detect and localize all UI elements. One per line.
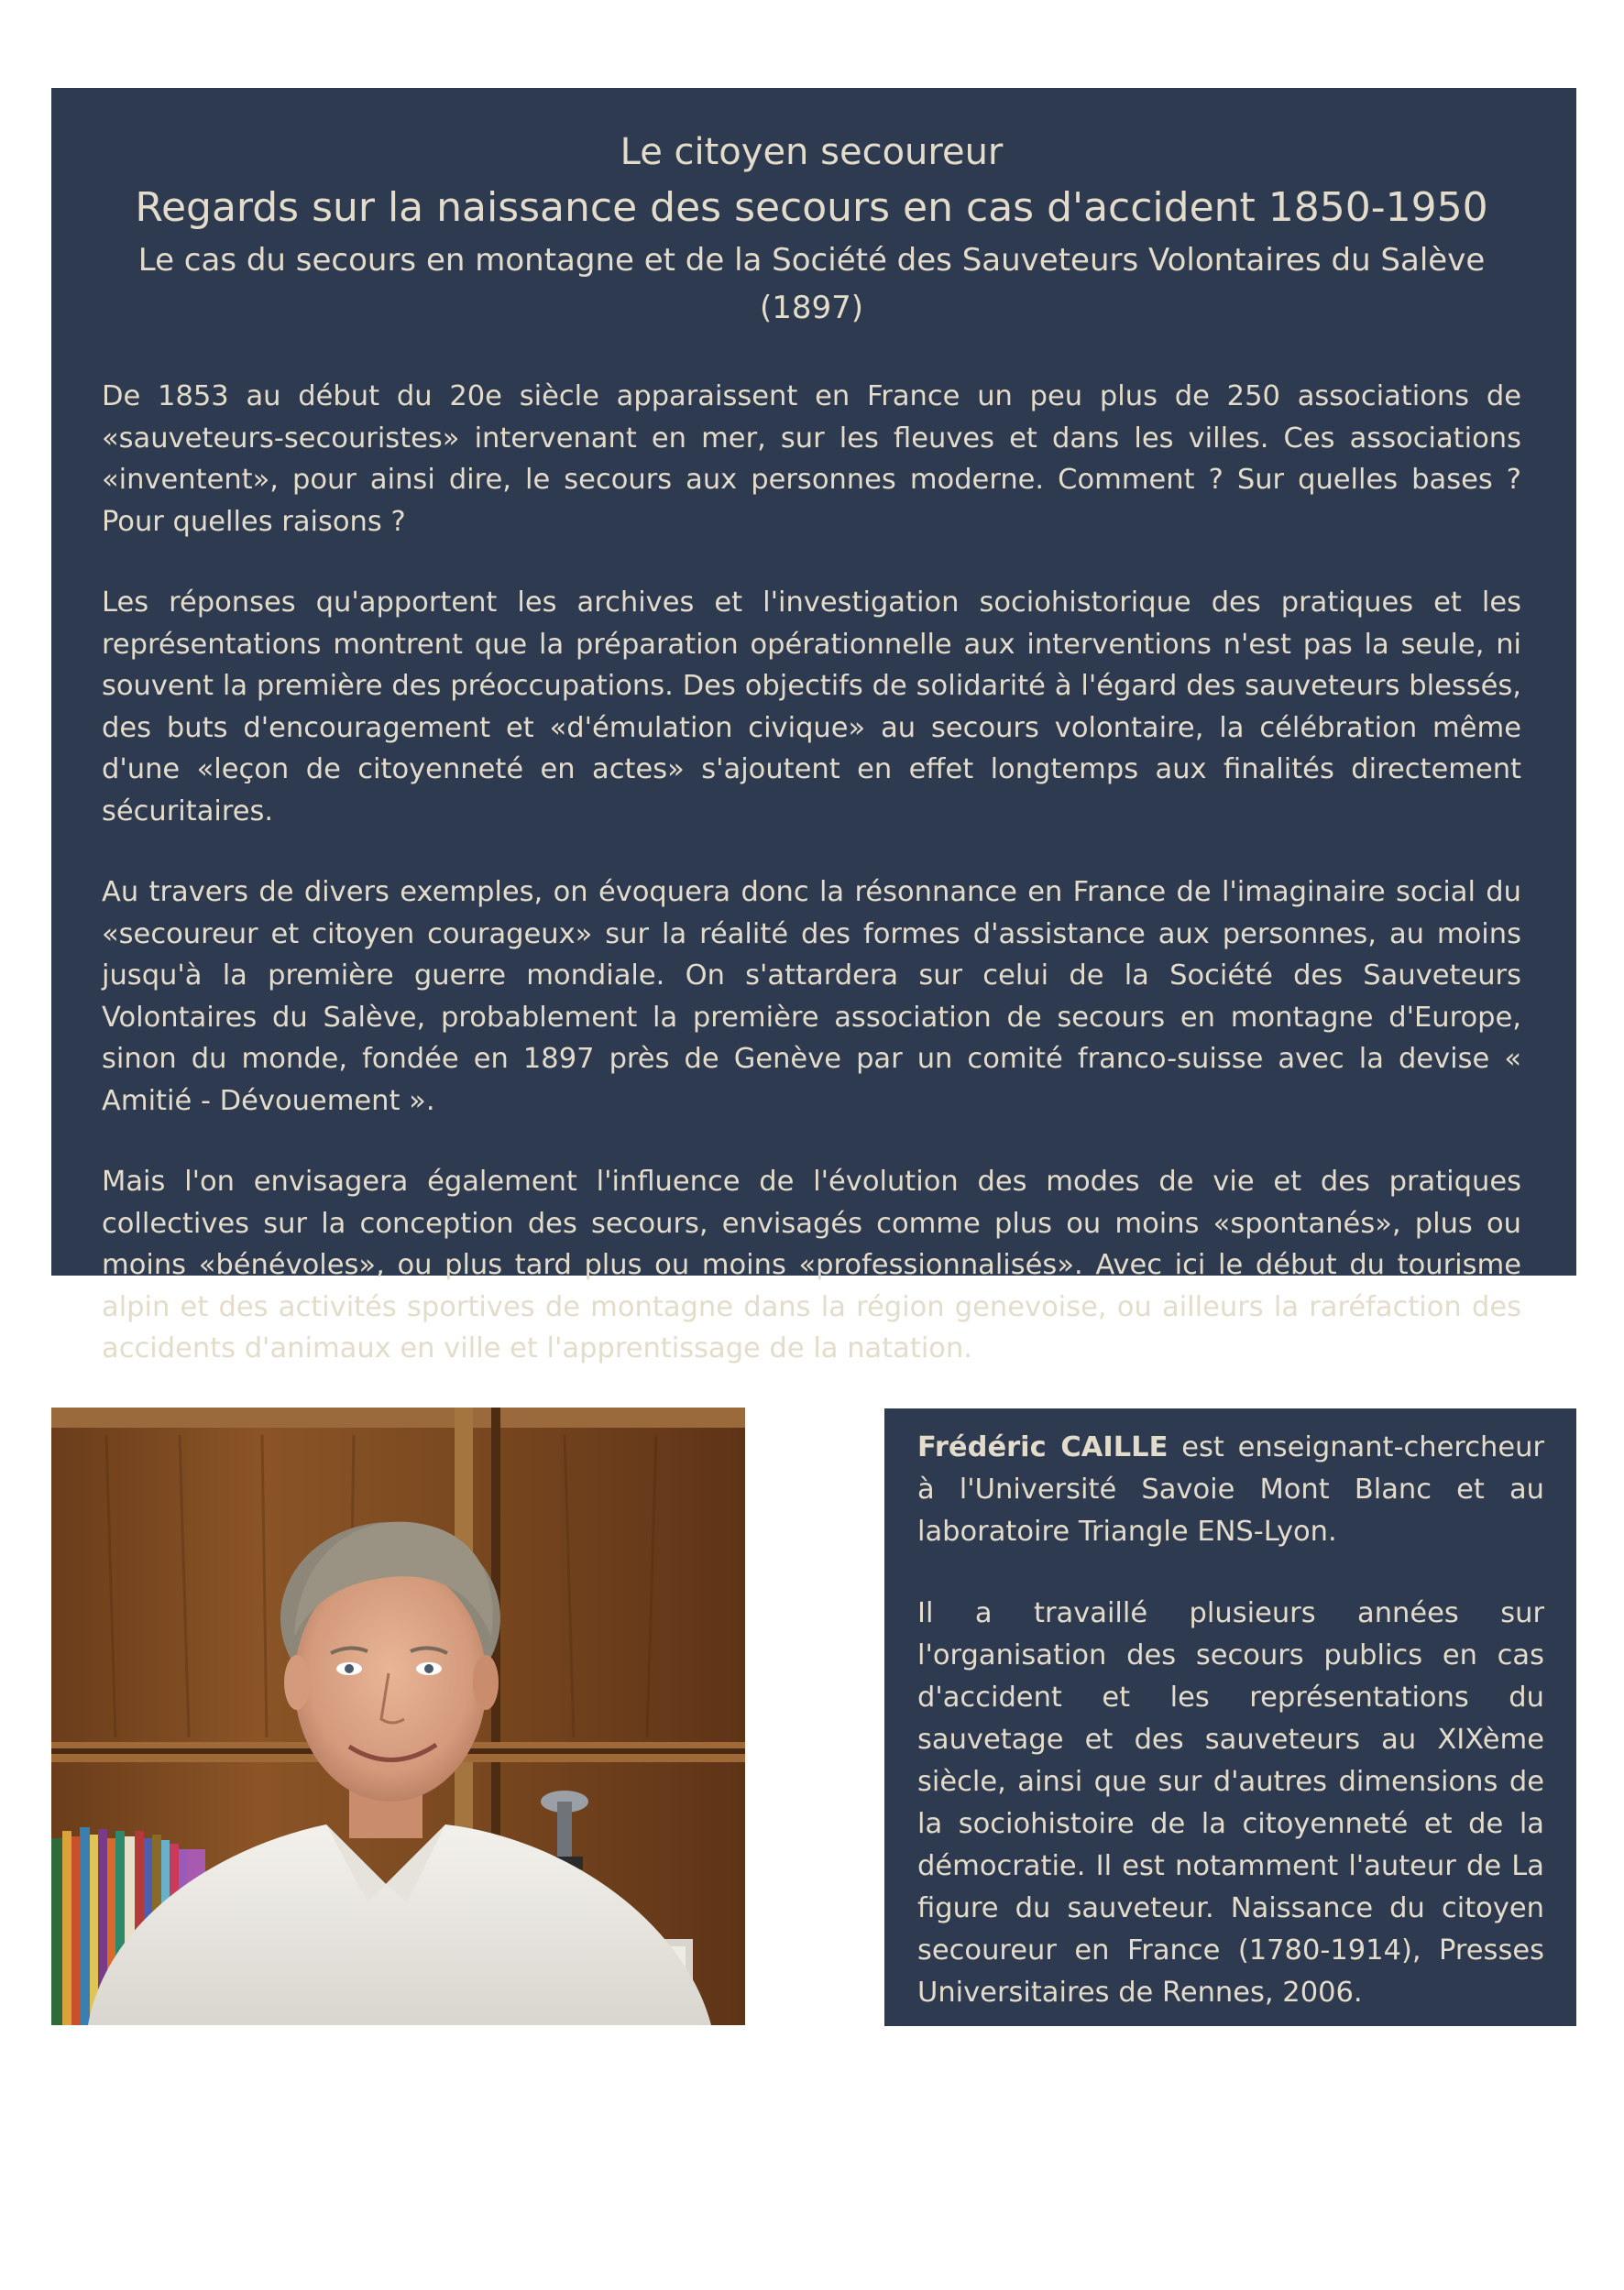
author-name: Frédéric CAILLE xyxy=(917,1431,1169,1463)
abstract-panel xyxy=(51,88,1576,1364)
abstract-paragraph-2: Les réponses qu'apportent les archives et l'investigation sociohistorique des pratiques et les représentations montrent que la préparation opérationnelle aux interventions n'est pas la seule, ni souvent la première des préoccupations. Des objectifs de solidarité à l'égard des sauveteurs blessés, des buts d'encouragement et «d'émulation civique» au secours volontaire, la célébration même d'une «leçon de citoyenneté en actes» s'ajoutent en effet longtemps aux finalités directement sécuritaires. xyxy=(102,586,1521,827)
title-block xyxy=(102,125,1521,332)
bio-intro-text: est enseignant-chercheur à l'Université Savoie Mont Blanc et au laboratoire Triangle ENS-Lyon. xyxy=(917,1431,1544,1548)
abstract-paragraph-4: Mais l'on envisagera également l'influence de l'évolution des modes de vie et des pratiques collectives sur la conception des secours, envisagés comme plus ou moins «spontanés», plus ou moins «bénévoles», ou plus tard plus ou moins «professionnalisés». Avec ici le début du tourisme alpin et des activités sportives de montagne dans la région genevoise, ou ailleurs la raréfaction des accidents d'animaux en ville et l'apprentissage de la natation. xyxy=(102,1166,1521,1364)
page-subsubtitle: Le cas du secours en montagne et de la Société des Sauveteurs Volontaires du Salève (1897) xyxy=(137,242,1486,326)
author-bio-panel xyxy=(884,1408,1576,2026)
bio-paragraph-2: Il a travaillé plusieurs années sur l'organisation des secours publics en cas d'accident et les représentations du sauvetage et des sauveteurs au XIXème siècle, ainsi que sur d'autres dimensions de la sociohistoire de la citoyenneté et de la démocratie. Il est notamment l'auteur de La figure du sauveteur. Naissance du citoyen secoureur en France (1780-1914), Presses Universitaires de Rennes, 2006. xyxy=(917,1597,1544,2009)
bio-paragraph-1 xyxy=(917,1427,1544,1553)
abstract-paragraph-1: De 1853 au début du 20e siècle apparaissent en France un peu plus de 250 associations de «sauveteurs-secouristes» intervenant en mer, sur les fleuves et dans les villes. Ces associations «inventent», pour ainsi dire, le secours aux personnes moderne. Comment ? Sur quelles bases ? Pour quelles raisons ? xyxy=(102,380,1521,538)
page-title: Le citoyen secoureur xyxy=(620,131,1004,173)
author-portrait-illustration xyxy=(51,1408,745,2025)
author-photo xyxy=(51,1408,745,2025)
page-subtitle: Regards sur la naissance des secours en cas d'accident 1850-1950 xyxy=(135,184,1488,231)
abstract-paragraph-3: Au travers de divers exemples, on évoquera donc la résonnance en France de l'imaginaire social du «secoureur et citoyen courageux» sur la réalité des formes d'assistance aux personnes, au moins jusqu'à la première guerre mondiale. On s'attardera sur celui de la Société des Sauveteurs Volontaires du Salève, probablement la première association de secours en montagne d'Europe, sinon du monde, fondée en 1897 près de Genève par un comité franco-suisse avec la devise « Amitié - Dévouement ». xyxy=(102,876,1521,1117)
